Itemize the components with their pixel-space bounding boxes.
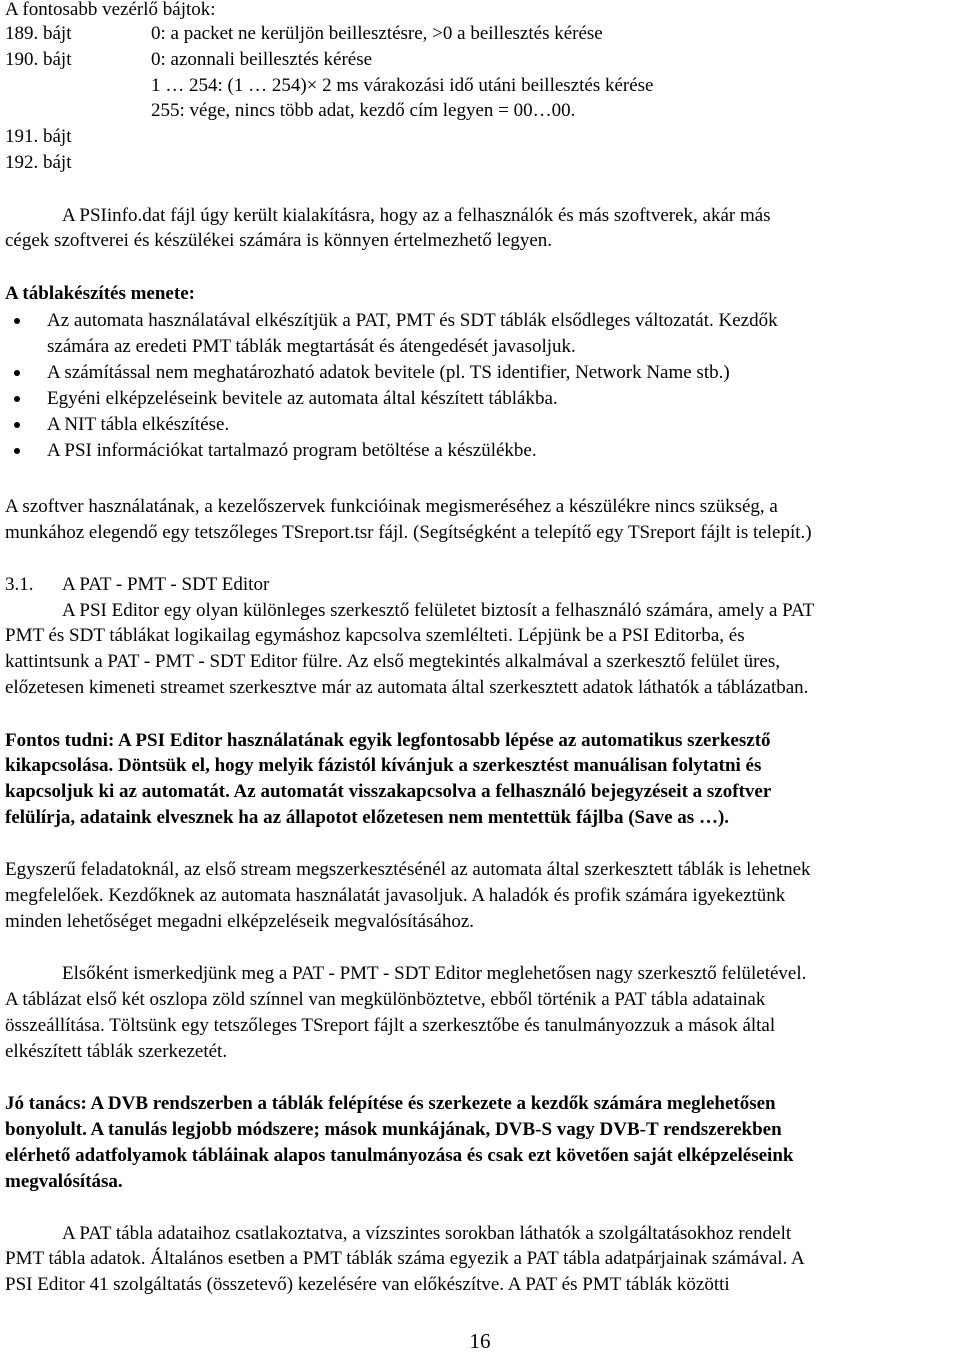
page-number: 16: [469, 1329, 491, 1353]
paragraph-line: A PSI Editor egy olyan különleges szerkesztő felületet biztosít a felhasználó számára, amely a PAT: [62, 600, 815, 621]
paragraph-line: A táblázat első két oszlopa zöld színnel van megkülönböztetve, ebből történik a PAT tábla adatainak: [5, 989, 766, 1010]
note-line: elérhető adatfolyamok tábláinak alapos tanulmányozása és csak ezt követően saját elképzeléseink: [5, 1145, 794, 1166]
list-item: A számítással nem meghatározható adatok bevitele (pl. TS identifier, Network Name stb.): [47, 362, 730, 383]
byte-desc: 0: azonnali beillesztés kérése: [151, 49, 373, 70]
paragraph-line: Elsőként ismerkedjünk meg a PAT - PMT - SDT Editor meglehetősen nagy szerkesztő felületével.: [62, 963, 807, 984]
list-item: A PSI információkat tartalmazó program betöltése a készülékbe.: [47, 440, 537, 461]
bullet-icon: [14, 370, 20, 376]
byte-desc: 255: vége, nincs több adat, kezdő cím legyen = 00…00.: [151, 100, 576, 121]
paragraph-line: PSI Editor 41 szolgáltatás (összetevő) kezelésére van előkészítve. A PAT és PMT táblák közötti: [5, 1274, 730, 1295]
bullet-icon: [14, 318, 20, 324]
byte-label: 189. bájt: [5, 23, 72, 44]
list-item: Egyéni elképzeléseink bevitele az automata által készített táblákba.: [47, 388, 558, 409]
note-line: megvalósítása.: [5, 1171, 123, 1192]
paragraph-line: A szoftver használatának, a kezelőszervek funkcióinak megismeréséhez a készülékre nincs szükség, a: [5, 496, 778, 517]
paragraph-line: előzetesen kimeneti streamet szerkesztve már az automata által szerkesztett adatok láthatók a táblázatban.: [5, 677, 809, 698]
note-line: Fontos tudni: A PSI Editor használatának egyik legfontosabb lépése az automatikus szerkesztő: [5, 730, 771, 751]
note-line: bonyolult. A tanulás legjobb módszere; mások munkájának, DVB-S vagy DVB-T rendszerekben: [5, 1119, 782, 1140]
byte-label: 190. bájt: [5, 49, 72, 70]
bullet-icon: [14, 422, 20, 428]
section-title: A PAT - PMT - SDT Editor: [62, 574, 270, 595]
byte-label: 191. bájt: [5, 126, 72, 147]
paragraph-line: munkához elegendő egy tetszőleges TSreport.tsr fájl. (Segítségként a telepítő egy TSreport fájlt is telepít.): [5, 522, 812, 543]
paragraph-line: A PAT tábla adataihoz csatlakoztatva, a vízszintes sorokban láthatók a szolgáltatásokhoz rendelt: [62, 1223, 792, 1244]
bullet-icon: [14, 448, 20, 454]
note-line: Jó tanács: A DVB rendszerben a táblák felépítése és szerkezete a kezdők számára meglehetősen: [5, 1093, 776, 1114]
bullet-icon: [14, 396, 20, 402]
paragraph-line: minden lehetőséget megadni elképzeléseik megvalósításához.: [5, 911, 475, 932]
paragraph-line: A PSIinfo.dat fájl úgy került kialakításra, hogy az a felhasználók és más szoftverek, akár más: [62, 205, 771, 226]
list-item: számára az eredeti PMT táblák megtartását és átengedését javasoljuk.: [47, 336, 576, 357]
steps-heading: A táblakészítés menete:: [5, 283, 195, 304]
list-item: Az automata használatával elkészítjük a PAT, PMT és SDT táblák elsődleges változatát. Kezdők: [47, 310, 778, 331]
paragraph-line: PMT és SDT táblákat logikailag egymáshoz kapcsolva szemlélteti. Lépjünk be a PSI Editorba, és: [5, 625, 745, 646]
paragraph-line: Egyszerű feladatoknál, az első stream megszerkesztésénél az automata által szerkesztett táblák is lehetnek: [5, 859, 811, 880]
paragraph-line: PMT tábla adatok. Általános esetben a PMT táblák száma egyezik a PAT tábla adatpárjainak számával. A: [5, 1248, 805, 1269]
byte-desc: 0: a packet ne kerüljön beillesztésre, >0 a beillesztés kérése: [151, 23, 603, 44]
byte-desc: 1 … 254: (1 … 254)× 2 ms várakozási idő utáni beillesztés kérése: [151, 75, 654, 96]
section-number: 3.1.: [5, 574, 34, 595]
paragraph-line: elkészített táblák szerkezetét.: [5, 1041, 228, 1062]
note-line: kapcsoljuk ki az automatát. Az automatát visszakapcsolva a felhasználó bejegyzéseit a szoftver: [5, 781, 772, 802]
paragraph-line: kattintsunk a PAT - PMT - SDT Editor fülre. Az első megtekintés alkalmával a szerkesztő felület üres,: [5, 651, 780, 672]
paragraph-line: összeállítása. Töltsünk egy tetszőleges TSreport fájlt a szerkesztőbe és tanulmányozzuk a mások által: [5, 1015, 776, 1036]
note-line: felülírja, adataink elvesznek ha az állapotot előzetesen nem mentettük fájlba (Save as …).: [5, 807, 730, 828]
paragraph-line: megfelelőek. Kezdőknek az automata használatát javasoljuk. A haladók és profik számára igyekeztünk: [5, 885, 786, 906]
paragraph-line: cégek szoftverei és készülékei számára is könnyen értelmezhető legyen.: [5, 230, 553, 251]
byte-label: 192. bájt: [5, 152, 72, 173]
header-title: A fontosabb vezérlő bájtok:: [5, 0, 216, 20]
list-item: A NIT tábla elkészítése.: [47, 414, 230, 435]
note-line: kikapcsolása. Döntsük el, hogy melyik fázistól kívánjuk a szerkesztést manuálisan folytatni és: [5, 755, 762, 776]
